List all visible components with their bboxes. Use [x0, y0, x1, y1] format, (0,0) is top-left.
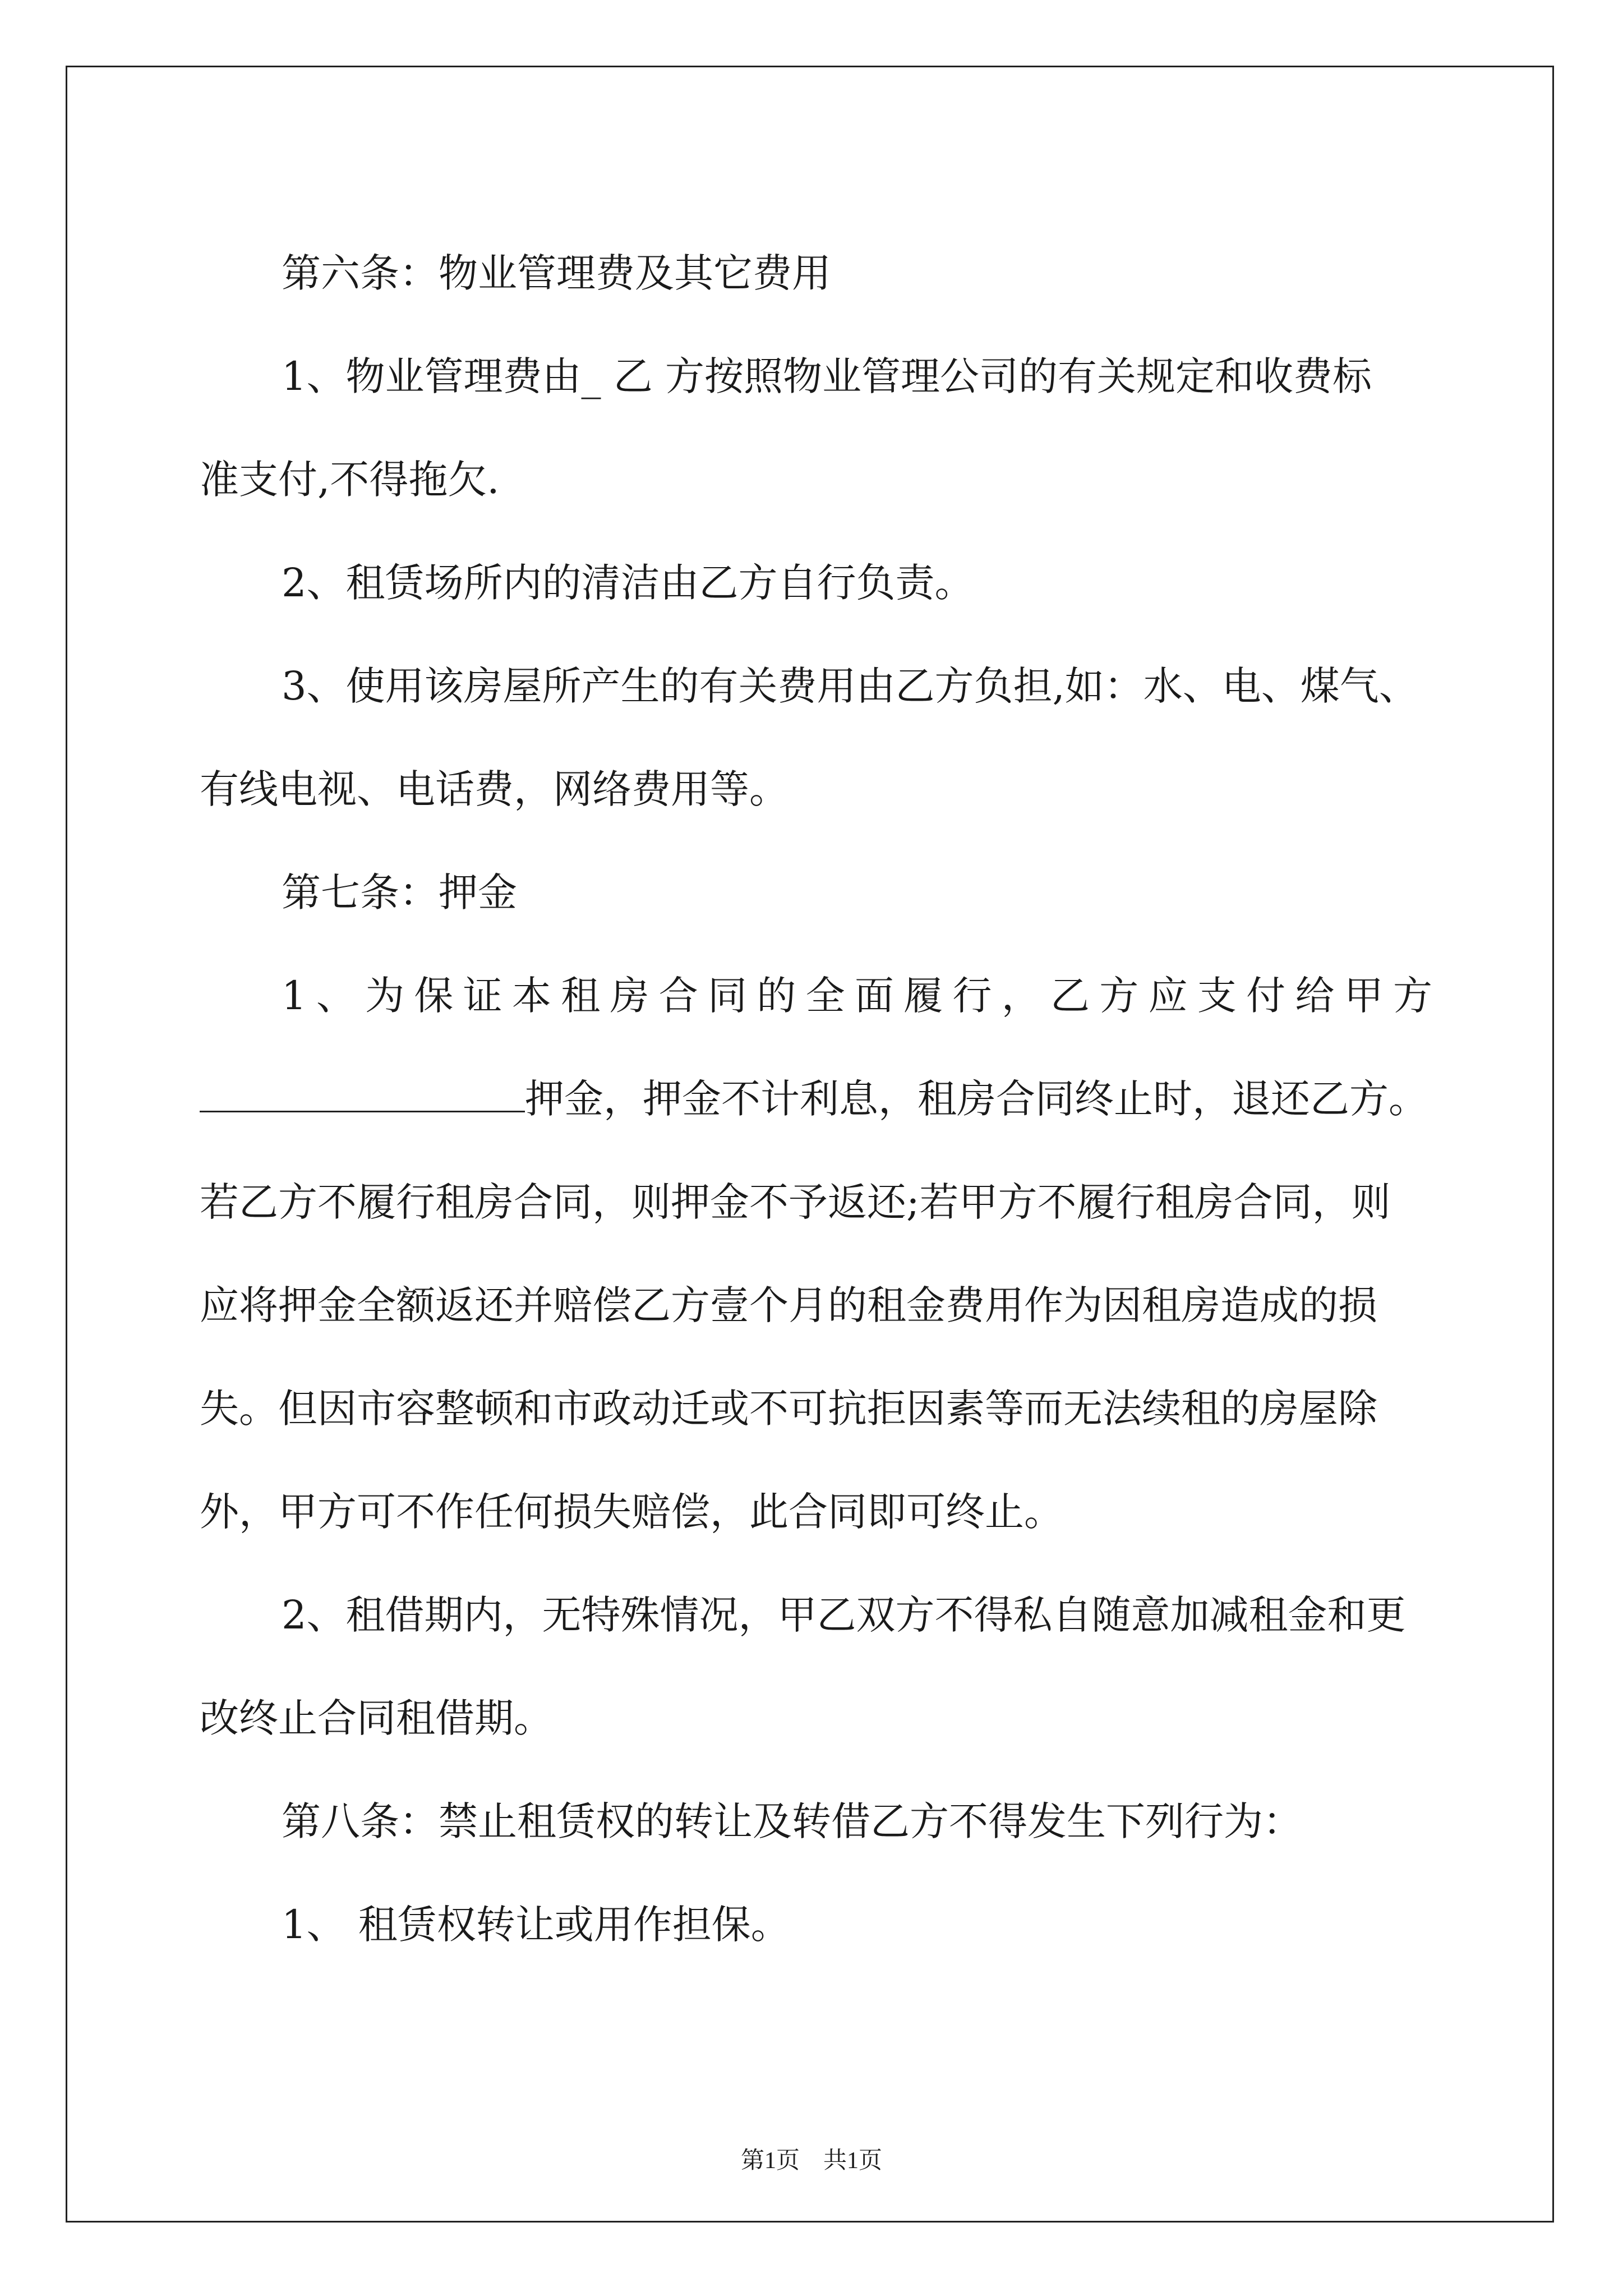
article-8-title: 第八条：禁止租赁权的转让及转借乙方不得发生下列行为： [282, 1798, 1302, 1844]
article-6-title: 第六条：物业管理费及其它费用 [282, 250, 831, 296]
article-7-clause-1-line-2 [200, 1047, 1432, 1151]
article-7-clause-1-line-4: 应将押金全额返还并赔偿乙方壹个月的租金费用作为因租房造成的损 [200, 1282, 1377, 1328]
article-7-clause-1-line-3: 若乙方不履行租房合同，则押金不予返还;若甲方不履行租房合同，则 [200, 1179, 1391, 1225]
article-6-clause-1-line-2: 准支付,不得拖欠. [200, 457, 500, 503]
article-6-clause-2: 2、租赁场所内的清洁由乙方自行负责。 [282, 560, 974, 606]
article-7-title: 第七条：押金 [282, 869, 517, 915]
article-7-clause-1-line-2-text: 押金，押金不计利息，租房合同终止时，退还乙方。 [525, 1076, 1428, 1122]
article-7-clause-1-line-5: 失。但因市容整顿和市政动迁或不可抗拒因素等而无法续租的房屋除 [200, 1386, 1377, 1432]
article-7-clause-2-line-1: 2、租借期内，无特殊情况，甲乙双方不得私自随意加减租金和更 [282, 1592, 1406, 1638]
article-6-clause-1-line-1: 1、物业管理费由_ 乙 方按照物业管理公司的有关规定和收费标 [282, 353, 1372, 399]
article-6-clause-3-line-2: 有线电视、电话费，网络费用等。 [200, 766, 789, 812]
deposit-amount-blank [200, 1079, 525, 1112]
article-7-clause-2-line-2: 改终止合同租借期。 [200, 1695, 553, 1741]
article-7-clause-1-line-6: 外，甲方可不作任何损失赔偿，此合同即可终止。 [200, 1489, 1063, 1535]
article-7-clause-1-line-1: 1、为保证本租房合同的全面履行，乙方应支付给甲方 [282, 973, 1432, 1019]
document-body [200, 222, 1432, 1976]
page-footer: 第1页 共1页 [740, 2148, 882, 2174]
article-6-clause-3-line-1: 3、使用该房屋所产生的有关费用由乙方负担,如：水、电、煤气、 [282, 663, 1418, 709]
article-8-clause-1: 1、 租赁权转让或用作担保。 [282, 1902, 790, 1948]
